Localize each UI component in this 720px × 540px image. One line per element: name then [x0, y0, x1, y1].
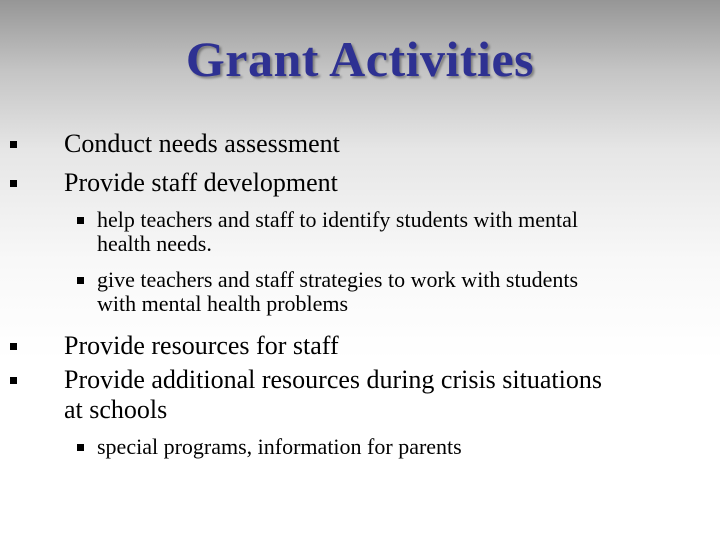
bullet-item-provide-resources [64, 333, 714, 359]
bullet-text-line: Provide additional resources during crisis situations [64, 365, 602, 394]
bullet-text: Conduct needs assessment [64, 129, 340, 158]
square-bullet-icon [77, 217, 84, 224]
bullet-text: special programs, information for parents [97, 434, 462, 459]
sub-bullet-item-strategies [97, 269, 707, 315]
square-bullet-icon [10, 377, 17, 384]
square-bullet-icon [10, 343, 17, 350]
bullet-item-conduct-needs-assessment [64, 131, 714, 157]
bullet-text-line: at schools [64, 395, 168, 424]
bullet-item-crisis-resources [64, 367, 714, 423]
square-bullet-icon [10, 180, 17, 187]
bullet-text-line: with mental health problems [97, 291, 349, 316]
bullet-text: Provide resources for staff [64, 331, 339, 360]
square-bullet-icon [77, 277, 84, 284]
bullet-text-line: health needs. [97, 231, 212, 256]
bullet-item-provide-staff-development [64, 170, 714, 196]
bullet-text-line: help teachers and staff to identify students with mental [97, 207, 579, 232]
sub-bullet-item-special-programs [97, 436, 707, 458]
sub-bullet-item-identify-students [97, 209, 707, 255]
slide-title: Grant Activities [185, 31, 535, 87]
bullet-text-line: give teachers and staff strategies to work with students [97, 267, 579, 292]
bullet-text: Provide staff development [64, 168, 338, 197]
square-bullet-icon [77, 444, 84, 451]
square-bullet-icon [10, 141, 17, 148]
